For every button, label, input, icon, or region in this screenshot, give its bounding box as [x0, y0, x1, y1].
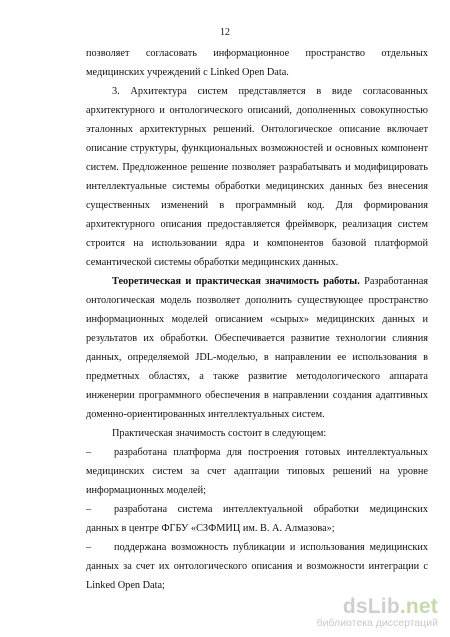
list-item-text: разработана платформа для построения готовых интеллектуальных медицинских систем за счет адаптации типовых решений на уровне информационных моделей; [86, 447, 428, 496]
list-item-text: поддержана возможность публикации и использования медицинских данных за счет их онтологического описания и возможности интеграции с Linked Open Data; [86, 542, 428, 591]
page-number: 12 [220, 27, 230, 38]
paragraph-continuation: позволяет согласовать информационное пространство отдельных медицинских учреждений с Linked Open Data. [86, 48, 428, 78]
watermark-logo: dsLib.net [342, 595, 438, 618]
section-body: Разработанная онтологическая модель позволяет дополнить существующее пространство информационных моделей описанием «сырых» медицинских данных и результатов их обработки. Обеспечивается развитие технологии слияния данных, определяемой JDL-моделью, в направлении ее использования в предметных областях, а также развитие методологического аппарата инженерии программного обеспечения в направлении создания адаптивных доменно-ориентированных интеллектуальных систем. [86, 276, 428, 420]
paragraph-significance [86, 272, 428, 424]
list-item [86, 443, 428, 500]
document-body [86, 44, 428, 595]
dash-marker: – [86, 542, 92, 553]
list-item [86, 538, 428, 595]
section-title: Теоретическая и практическая значимость работы. [112, 276, 360, 287]
watermark-subtitle: библиотека диссертаций [316, 617, 438, 629]
dash-marker: – [86, 447, 92, 458]
watermark [317, 595, 438, 629]
paragraph-architecture: 3. Архитектура систем представляется в виде согласованных архитектурного и онтологического описаний, дополненных совокупностью эталонных архитектурных решений. Онтологическое описание включает описание структуры, функциональных возможностей и основных компонент систем. Предложенное решение позволяет разрабатывать и модифицировать интеллектуальные системы обработки медицинских данных без внесения существенных изменений в программный код. Для формирования архитектурного описания предоставляется фреймворк, реализация систем строится на использовании ядра и компонентов базовой платформой семантической системы обработки медицинских данных. [86, 86, 428, 268]
list-item-text: разработана система интеллектуальной обработки медицинских данных в центре ФГБУ «СЗФМИЦ им. В. А. Алмазова»; [86, 504, 428, 534]
dash-marker: – [86, 504, 92, 515]
practical-intro: Практическая значимость состоит в следующем: [112, 428, 327, 439]
list-item [86, 500, 428, 538]
